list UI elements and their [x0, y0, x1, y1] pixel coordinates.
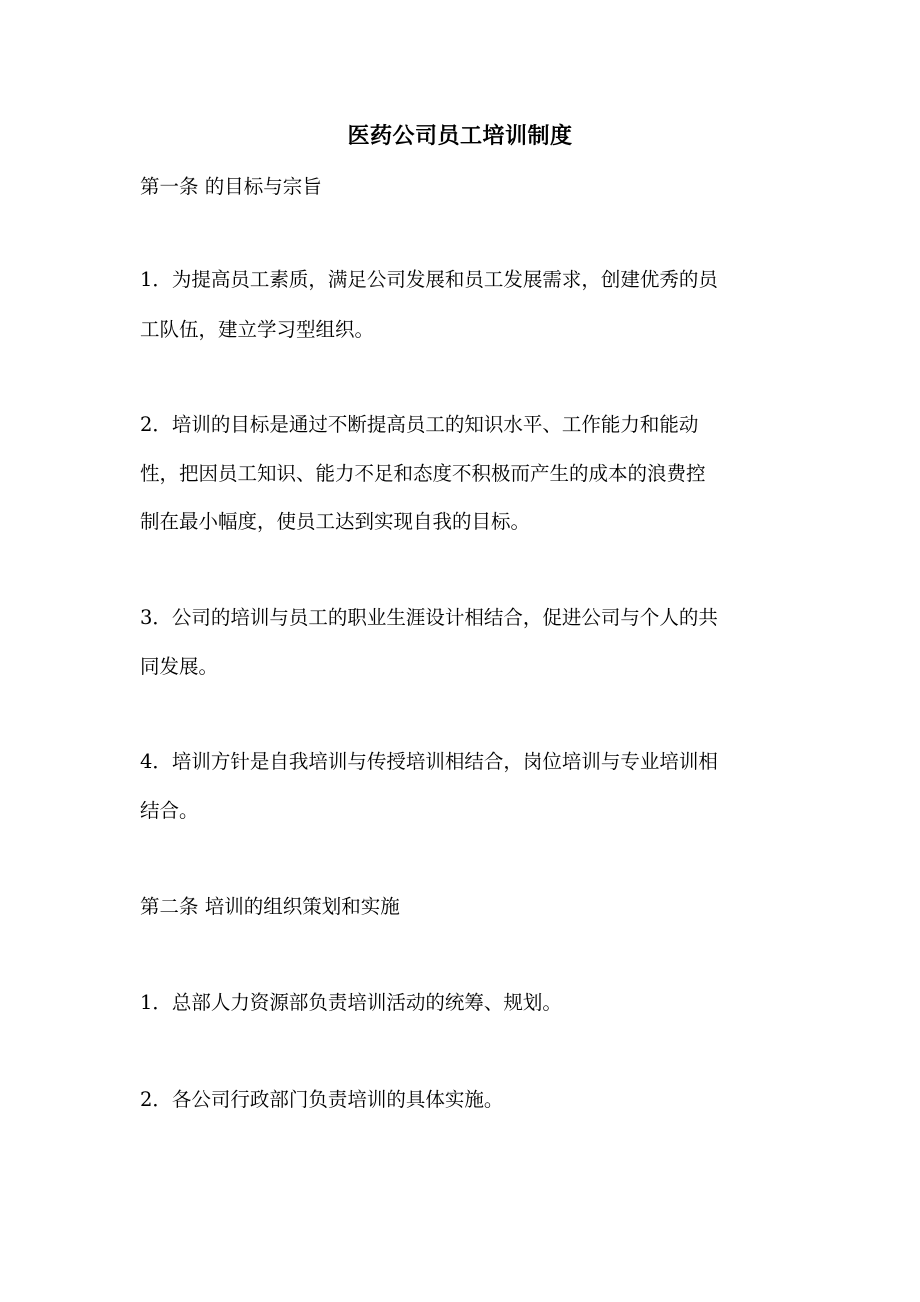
paragraph-line: 工队伍，建立学习型组织。 — [140, 318, 375, 341]
article-heading: 第一条 的目标与宗旨 — [140, 175, 322, 198]
paragraph-line: 1．总部人力资源部负责培训活动的统筹、规划。 — [140, 991, 562, 1014]
paragraph-line: 3．公司的培训与员工的职业生涯设计相结合，促进公司与个人的共 — [140, 606, 718, 629]
paragraph-line: 2．各公司行政部门负责培训的具体实施。 — [140, 1088, 504, 1111]
paragraph-line: 结合。 — [140, 799, 199, 822]
paragraph-line: 4．培训方针是自我培训与传授培训相结合，岗位培训与专业培训相 — [140, 750, 718, 773]
article-heading: 第二条 培训的组织策划和实施 — [140, 895, 400, 918]
paragraph-line: 1．为提高员工素质，满足公司发展和员工发展需求，创建优秀的员 — [140, 268, 718, 291]
paragraph-line: 性，把因员工知识、能力不足和态度不积极而产生的成本的浪费控 — [140, 462, 706, 485]
paragraph-line: 制在最小幅度，使员工达到实现自我的目标。 — [140, 510, 531, 533]
paragraph-line: 同发展。 — [140, 655, 219, 678]
document-title: 医药公司员工培训制度 — [347, 123, 573, 149]
paragraph-line: 2．培训的目标是通过不断提高员工的知识水平、工作能力和能动 — [140, 413, 699, 436]
